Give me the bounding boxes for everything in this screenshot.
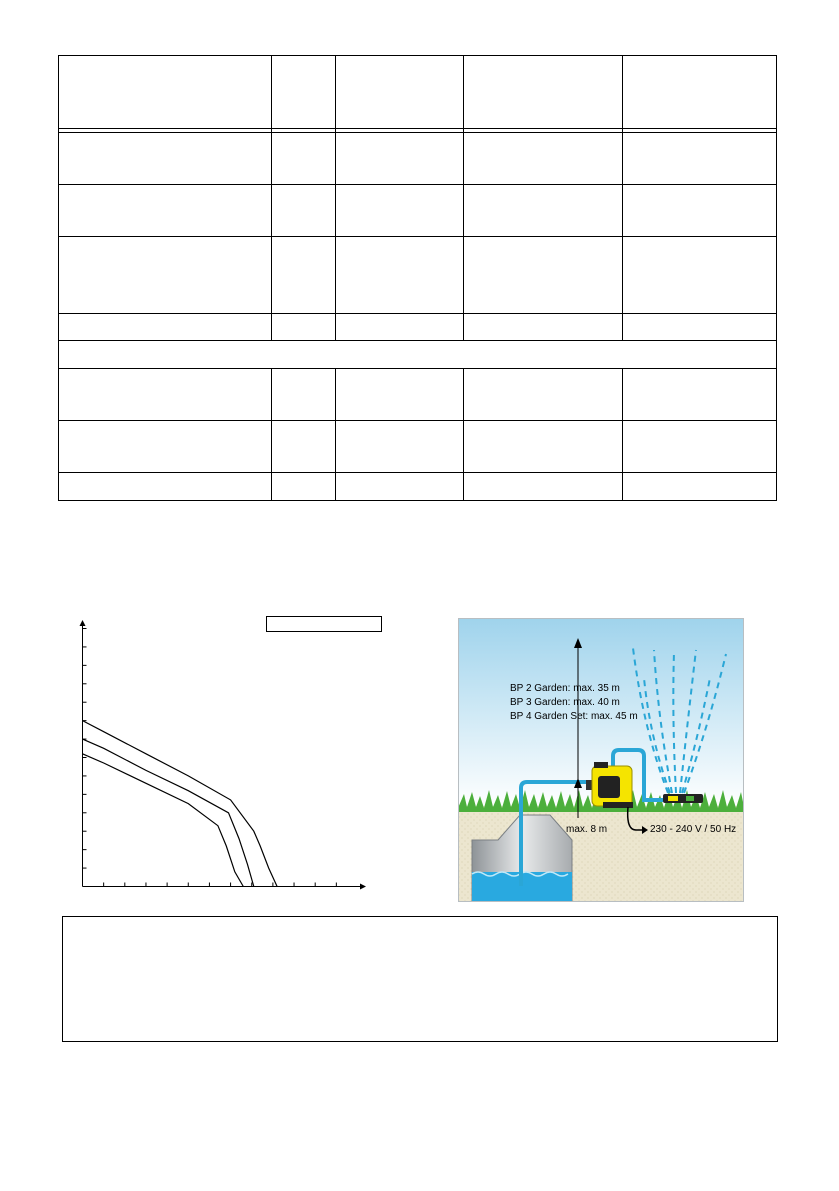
suction-height-label: max. 8 m <box>566 824 608 835</box>
chart-lines <box>83 721 278 887</box>
specifications-table <box>0 0 839 520</box>
illustration-frame <box>458 618 744 902</box>
x-axis-arrow <box>360 884 366 890</box>
installation-illustration <box>458 618 744 902</box>
height-label-bp4: BP 4 Garden Set: max. 45 m <box>510 711 638 722</box>
performance-curve-3 <box>83 754 244 887</box>
performance-curve-2 <box>83 739 254 886</box>
chart-legend-box <box>267 617 382 632</box>
performance-chart <box>60 606 390 896</box>
note-box <box>62 916 778 1042</box>
performance-curve-1 <box>83 721 278 887</box>
performance-chart-svg <box>60 606 390 896</box>
power-supply-label: 230 - 240 V / 50 Hz <box>650 824 737 835</box>
height-label-bp3: BP 3 Garden: max. 40 m <box>510 697 620 708</box>
chart-axes <box>80 620 367 890</box>
height-label-bp2: BP 2 Garden: max. 35 m <box>510 683 620 694</box>
y-axis-arrow <box>80 620 86 626</box>
